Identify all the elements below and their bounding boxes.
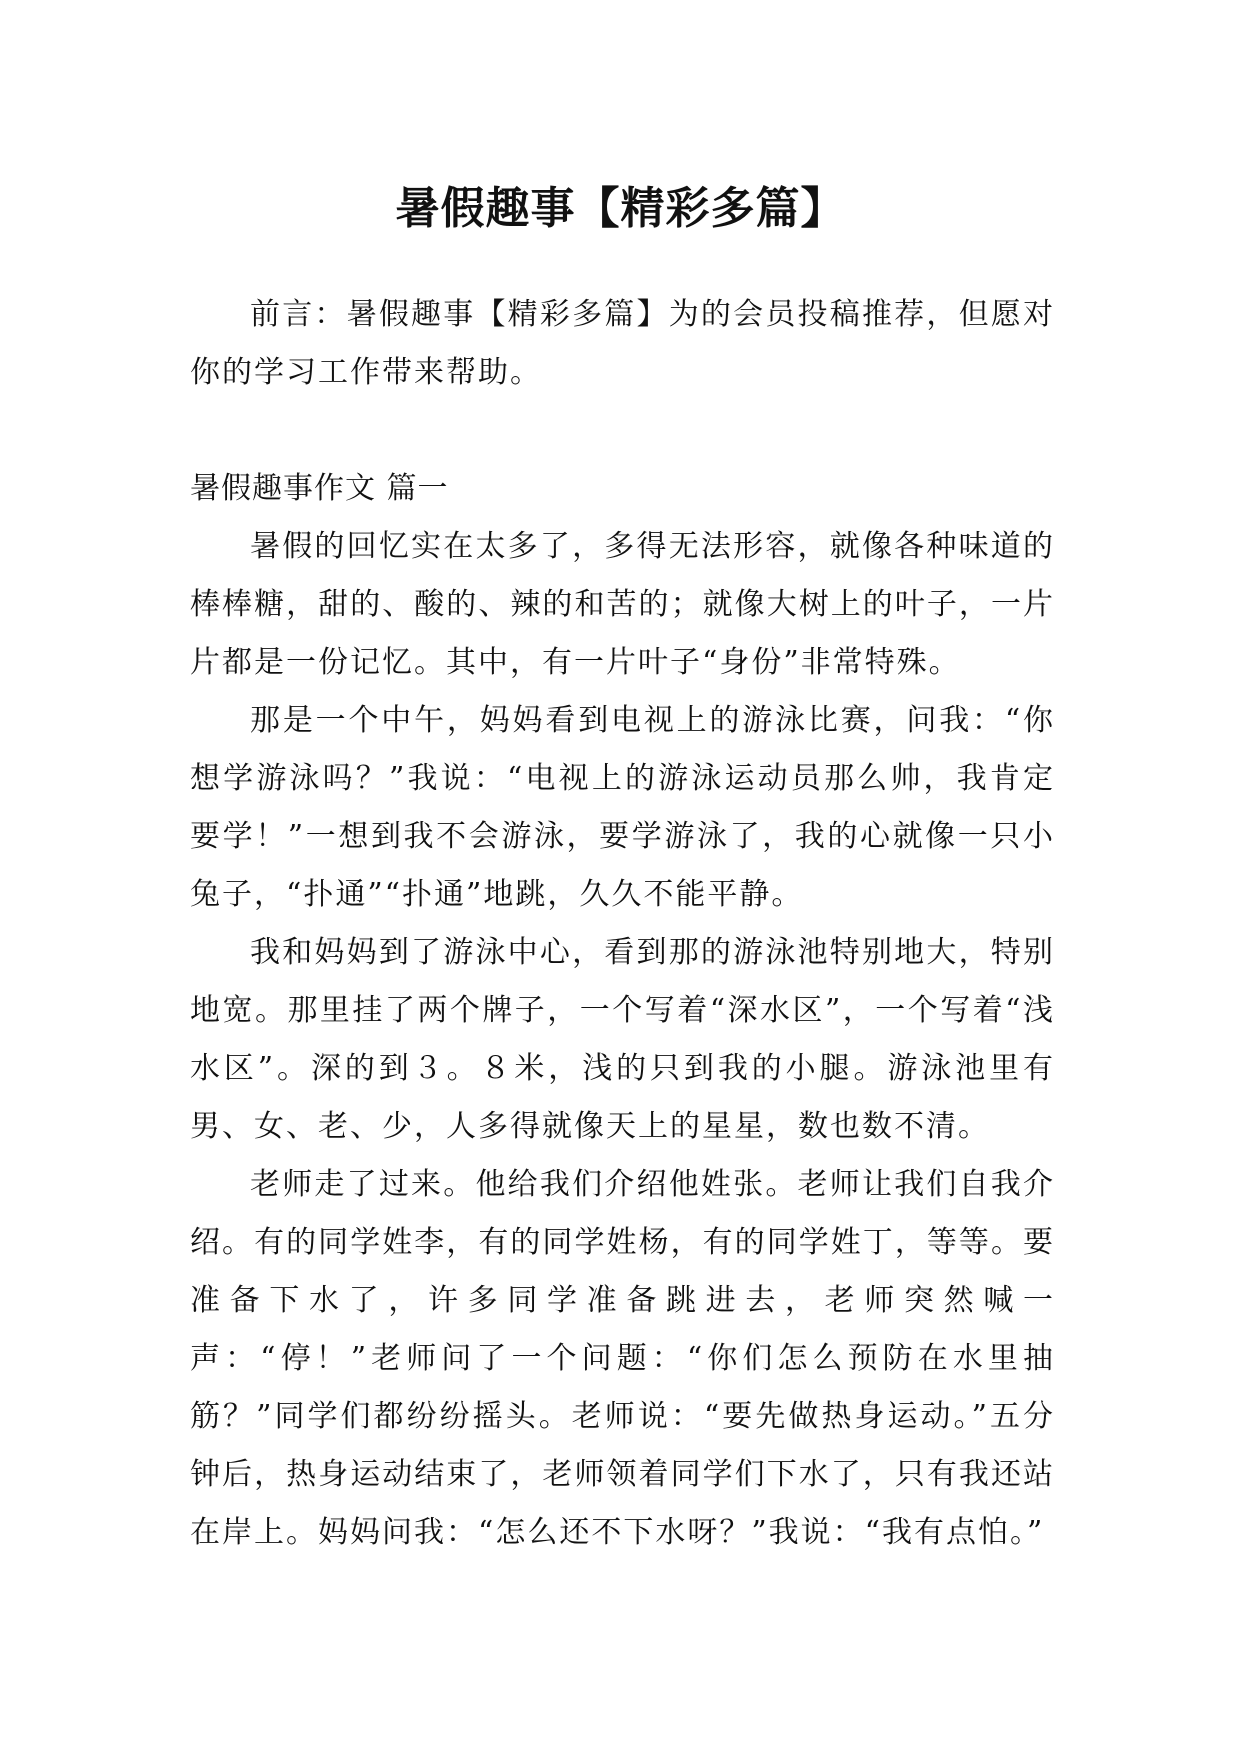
paragraph-4: 老师走了过来。他给我们介绍他姓张。老师让我们自我介绍。有的同学姓李，有的同学姓杨，有的同学姓丁，等等。要准备下水了，许多同学准备跳进去，老师突然喊一声：“停！”老师问了一个问题：“你们怎么预防在水里抽筋？”同学们都纷纷摇头。老师说：“要先做热身运动。”五分钟后，热身运动结束了，老师领着同学们下水了，只有我还站在岸上。妈妈问我：“怎么还不下水呀？”我说：“我有点怕。” — [190, 1167, 1055, 1550]
section-heading: 暑假趣事作文 篇一 — [190, 471, 449, 506]
intro-paragraph: 前言：暑假趣事【精彩多篇】为的会员投稿推荐，但愿对你的学习工作带来帮助。 — [190, 297, 1055, 390]
paragraph-2: 那是一个中午，妈妈看到电视上的游泳比赛，问我：“你想学游泳吗？”我说：“电视上的游泳运动员那么帅，我肯定要学！”一想到我不会游泳，要学游泳了，我的心就像一只小兔子，“扑通”“扑通”地跳，久久不能平静。 — [190, 703, 1055, 912]
paragraph-1: 暑假的回忆实在太多了，多得无法形容，就像各种味道的棒棒糖，甜的、酸的、辣的和苦的；就像大树上的叶子，一片片都是一份记忆。其中，有一片叶子“身份”非常特殊。 — [190, 529, 1055, 680]
page-title: 暑假趣事【精彩多篇】 — [395, 183, 846, 235]
essay-section — [190, 460, 1055, 1562]
paragraph-3: 我和妈妈到了游泳中心，看到那的游泳池特别地大，特别地宽。那里挂了两个牌子，一个写着“深水区”，一个写着“浅水区”。深的到３。８米，浅的只到我的小腿。游泳池里有男、女、老、少，人多得就像天上的星星，数也数不清。 — [190, 935, 1055, 1144]
intro-block — [190, 286, 1055, 402]
